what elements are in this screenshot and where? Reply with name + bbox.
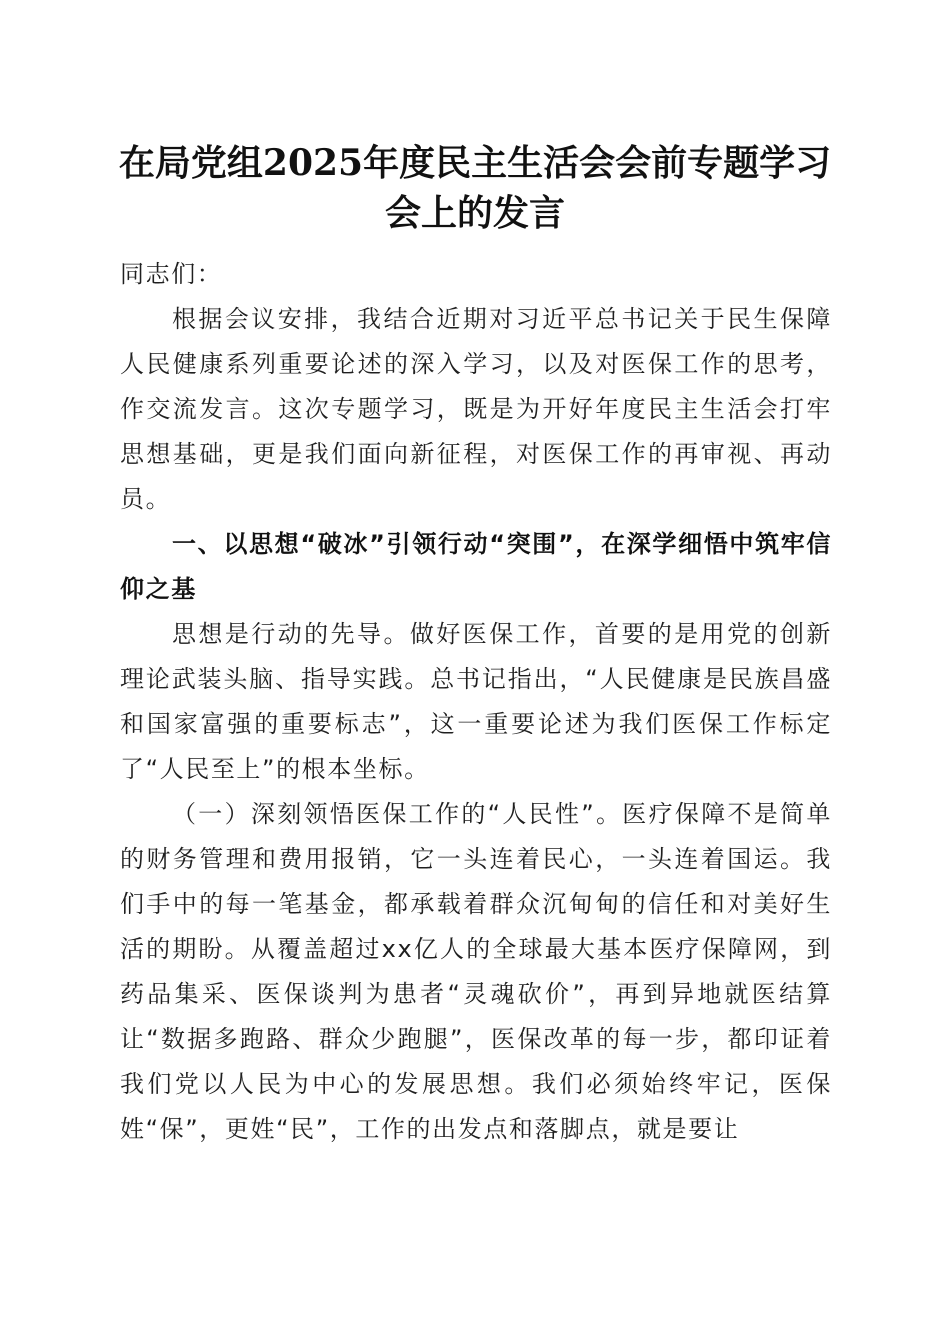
- document-body: [120, 252, 832, 1152]
- title-line-1: 在局党组2025年度民主生活会会前专题学习: [118, 142, 832, 184]
- title-line-2: 会上的发言: [384, 192, 565, 234]
- paragraph-subsection-1: （一）深刻领悟医保工作的“人民性”。医疗保障不是简单的财务管理和费用报销，它一头连着民心，一头连着国运。我们手中的每一笔基金，都承载着群众沉甸甸的信任和对美好生活的期盼。从覆盖超过xx亿人的全球最大基本医疗保障网，到药品集采、医保谈判为患者“灵魂砍价”，再到异地就医结算让“数据多跑路、群众少跑腿”，医保改革的每一步，都印证着我们党以人民为中心的发展思想。我们必须始终牢记，医保姓“保”，更姓“民”，工作的出发点和落脚点，就是要让: [120, 800, 832, 1143]
- paragraph-section-1: 思想是行动的先导。做好医保工作，首要的是用党的创新理论武装头脑、指导实践。总书记指出，“人民健康是民族昌盛和国家富强的重要标志”，这一重要论述为我们医保工作标定了“人民至上”的根本坐标。: [120, 620, 832, 783]
- salutation: 同志们：: [120, 260, 223, 288]
- section-heading-1: 一、以思想“破冰”引领行动“突围”，在深学细悟中筑牢信仰之基: [120, 530, 832, 603]
- paragraph-intro: 根据会议安排，我结合近期对习近平总书记关于民生保障人民健康系列重要论述的深入学习，以及对医保工作的思考，作交流发言。这次专题学习，既是为开好年度民主生活会打牢思想基础，更是我们面向新征程，对医保工作的再审视、再动员。: [120, 305, 832, 513]
- document-title: [100, 138, 850, 238]
